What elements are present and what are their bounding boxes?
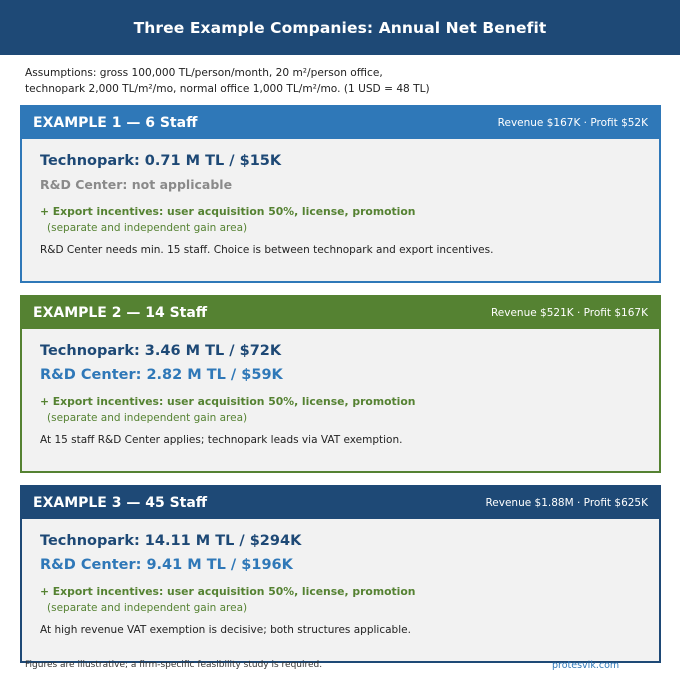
assumptions-text bbox=[25, 66, 665, 97]
example-card-1 bbox=[20, 105, 661, 283]
export-incentives-note: (separate and independent gain area) bbox=[47, 602, 248, 614]
example-card-body bbox=[22, 329, 659, 447]
example-note: R&D Center needs min. 15 staff. Choice is between technopark and export incentives. bbox=[40, 244, 494, 256]
rd-center-benefit: R&D Center: 2.82 M TL / $59K bbox=[40, 367, 283, 383]
example-card-header bbox=[21, 106, 660, 139]
example-title: EXAMPLE 1 — 6 Staff bbox=[33, 114, 198, 131]
technopark-benefit: Technopark: 14.11 M TL / $294K bbox=[40, 533, 302, 549]
example-card-3 bbox=[20, 485, 661, 663]
example-card-body bbox=[22, 519, 659, 637]
example-card-header bbox=[21, 486, 660, 519]
example-card-header bbox=[21, 296, 660, 329]
example-note: At 15 staff R&D Center applies; technopark leads via VAT exemption. bbox=[40, 434, 403, 446]
example-card-2 bbox=[20, 295, 661, 473]
export-incentives: + Export incentives: user acquisition 50%, license, promotion bbox=[40, 395, 416, 408]
export-incentives: + Export incentives: user acquisition 50%, license, promotion bbox=[40, 205, 416, 218]
example-revenue-profit: Revenue $521K · Profit $167K bbox=[490, 306, 648, 319]
example-revenue-profit: Revenue $1.88M · Profit $625K bbox=[485, 496, 648, 509]
assumptions-line-1: Assumptions: gross 100,000 TL/person/month, 20 m²/person office, bbox=[25, 67, 383, 79]
example-revenue-profit: Revenue $167K · Profit $52K bbox=[497, 116, 648, 129]
example-card-body bbox=[22, 139, 659, 257]
export-incentives-note: (separate and independent gain area) bbox=[47, 412, 248, 424]
footer-disclaimer: Figures are illustrative; a firm-specific feasibility study is required. bbox=[25, 660, 323, 670]
example-title: EXAMPLE 3 — 45 Staff bbox=[33, 494, 208, 511]
example-note: At high revenue VAT exemption is decisive; both structures applicable. bbox=[40, 624, 411, 636]
example-title: EXAMPLE 2 — 14 Staff bbox=[33, 304, 208, 321]
rd-center-benefit: R&D Center: not applicable bbox=[40, 177, 233, 192]
technopark-benefit: Technopark: 3.46 M TL / $72K bbox=[40, 343, 282, 359]
page-title: Three Example Companies: Annual Net Benefit bbox=[133, 18, 547, 37]
export-incentives: + Export incentives: user acquisition 50%, license, promotion bbox=[40, 585, 416, 598]
rd-center-benefit: R&D Center: 9.41 M TL / $196K bbox=[40, 557, 293, 573]
technopark-benefit: Technopark: 0.71 M TL / $15K bbox=[40, 153, 282, 169]
footer-site-link[interactable]: protesvik.com bbox=[552, 660, 620, 671]
header-bar bbox=[0, 0, 680, 55]
export-incentives-note: (separate and independent gain area) bbox=[47, 222, 248, 234]
assumptions-line-2: technopark 2,000 TL/m²/mo, normal office 1,000 TL/m²/mo. (1 USD = 48 TL) bbox=[25, 82, 430, 95]
